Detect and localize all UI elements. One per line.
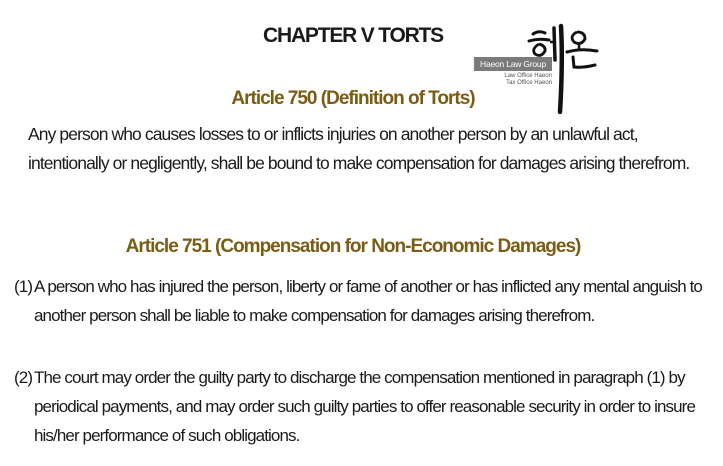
paragraph-text: A person who has injured the person, liberty or fame of another or has inflicted any mental anguish to another person shall be liable to make compensation for damages arising therefrom.: [34, 277, 702, 325]
article-750-heading: Article 750 (Definition of Torts): [231, 88, 475, 109]
logo-badge: Haeon Law Group: [474, 57, 552, 71]
paragraph-number: (2): [14, 368, 33, 387]
logo-subline-tax-office: Tax Office Haeon: [506, 80, 552, 86]
chapter-title: CHAPTER V TORTS: [263, 24, 443, 47]
paragraph-number: (1): [14, 277, 33, 296]
article-750-text: Any person who causes losses to or inflicts injuries on another person by an unlawful act, intentionally or negligently, shall be bound to make compensation for damages arising therefrom.: [28, 124, 690, 173]
article-751-paragraph-2: [14, 363, 714, 450]
article-751-heading: Article 751 (Compensation for Non-Economic Damages): [125, 236, 581, 257]
article-751-paragraph-1: [14, 272, 714, 330]
paragraph-text: The court may order the guilty party to discharge the compensation mentioned in paragraph (1) by periodical payments, and may order such guilty parties to offer reasonable security in order to insure his/her performance of such obligations.: [34, 368, 695, 445]
logo-subline-law-office: Law Office Haeon: [504, 73, 552, 79]
